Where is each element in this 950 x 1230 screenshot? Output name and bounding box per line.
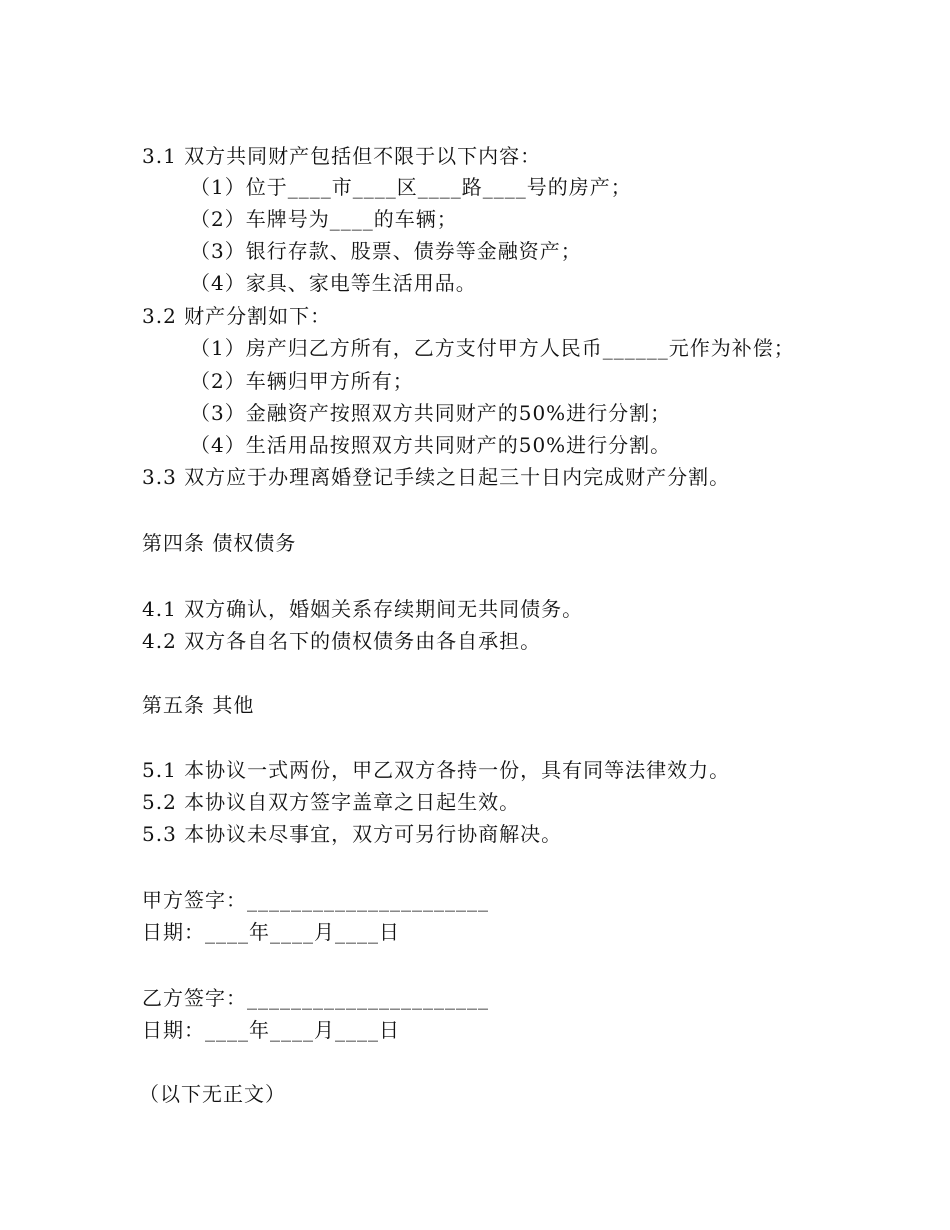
clause-5-3: 5.3 本协议未尽事宜，双方可另行协商解决。 bbox=[142, 822, 563, 846]
clause-5-2: 5.2 本协议自双方签字盖章之日起生效。 bbox=[142, 790, 521, 814]
clause-3-2-item-1: （1）房产归乙方所有，乙方支付甲方人民币______元作为补偿； bbox=[190, 336, 795, 360]
party-b-date-line: 日期：____年____月____日 bbox=[142, 1018, 400, 1042]
clause-3-3: 3.3 双方应于办理离婚登记手续之日起三十日内完成财产分割。 bbox=[142, 465, 731, 489]
clause-3-1-item-2: （2）车牌号为____的车辆； bbox=[190, 207, 458, 231]
clause-3-1-item-1: （1）位于____市____区____路____号的房产； bbox=[190, 175, 632, 199]
clause-3-1: 3.1 双方共同财产包括但不限于以下内容： bbox=[142, 144, 542, 168]
party-a-date-line: 日期：____年____月____日 bbox=[142, 920, 400, 944]
clause-3-2: 3.2 财产分割如下： bbox=[142, 304, 332, 328]
section-5-heading: 第五条 其他 bbox=[142, 693, 255, 717]
clause-3-2-item-2: （2）车辆归甲方所有； bbox=[190, 369, 414, 393]
end-note: （以下无正文） bbox=[139, 1082, 286, 1106]
clause-3-2-item-3: （3）金融资产按照双方共同财产的50%进行分割； bbox=[190, 401, 672, 425]
clause-3-1-item-4: （4）家具、家电等生活用品。 bbox=[190, 271, 477, 295]
clause-4-1: 4.1 双方确认，婚姻关系存续期间无共同债务。 bbox=[142, 597, 584, 621]
clause-3-2-item-4: （4）生活用品按照双方共同财产的50%进行分割。 bbox=[190, 433, 672, 457]
clause-3-1-item-3: （3）银行存款、股票、债券等金融资产； bbox=[190, 239, 582, 263]
section-4-heading: 第四条 债权债务 bbox=[142, 531, 297, 555]
party-b-signature-line: 乙方签字：______________________ bbox=[142, 986, 489, 1010]
clause-5-1: 5.1 本协议一式两份，甲乙双方各持一份，具有同等法律效力。 bbox=[142, 758, 731, 782]
clause-4-2: 4.2 双方各自名下的债权债务由各自承担。 bbox=[142, 629, 542, 653]
party-a-signature-line: 甲方签字：______________________ bbox=[142, 888, 489, 912]
